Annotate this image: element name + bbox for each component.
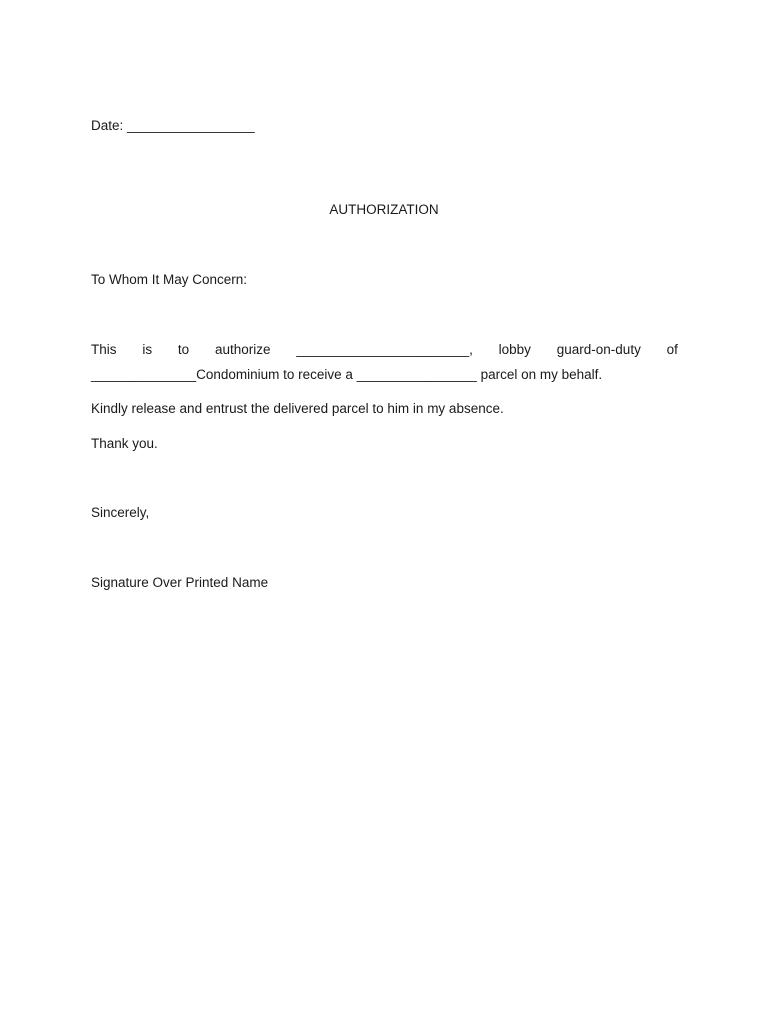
word: lobby (498, 342, 531, 357)
thanks-line: Thank you. (91, 436, 158, 451)
signature-line: Signature Over Printed Name (91, 575, 269, 590)
word: authorize (215, 342, 271, 357)
paragraph-second-line: ______________Condominium to receive a ________________ parcel on my behalf. (91, 367, 603, 382)
paragraph-first-line (91, 342, 678, 358)
closing-line: Sincerely, (91, 505, 150, 520)
release-paragraph: Kindly release and entrust the delivered parcel to him in my absence. (91, 401, 504, 416)
word: This (91, 342, 117, 357)
authorization-paragraph (91, 342, 678, 383)
word: to (177, 342, 190, 357)
document-title: AUTHORIZATION (329, 202, 439, 217)
name-blank: _______________________, (296, 342, 473, 357)
word: guard-on-duty (556, 342, 641, 357)
word: of (666, 342, 678, 357)
salutation: To Whom It May Concern: (91, 272, 248, 287)
word: is (142, 342, 153, 357)
date-line: Date: _________________ (91, 118, 255, 133)
